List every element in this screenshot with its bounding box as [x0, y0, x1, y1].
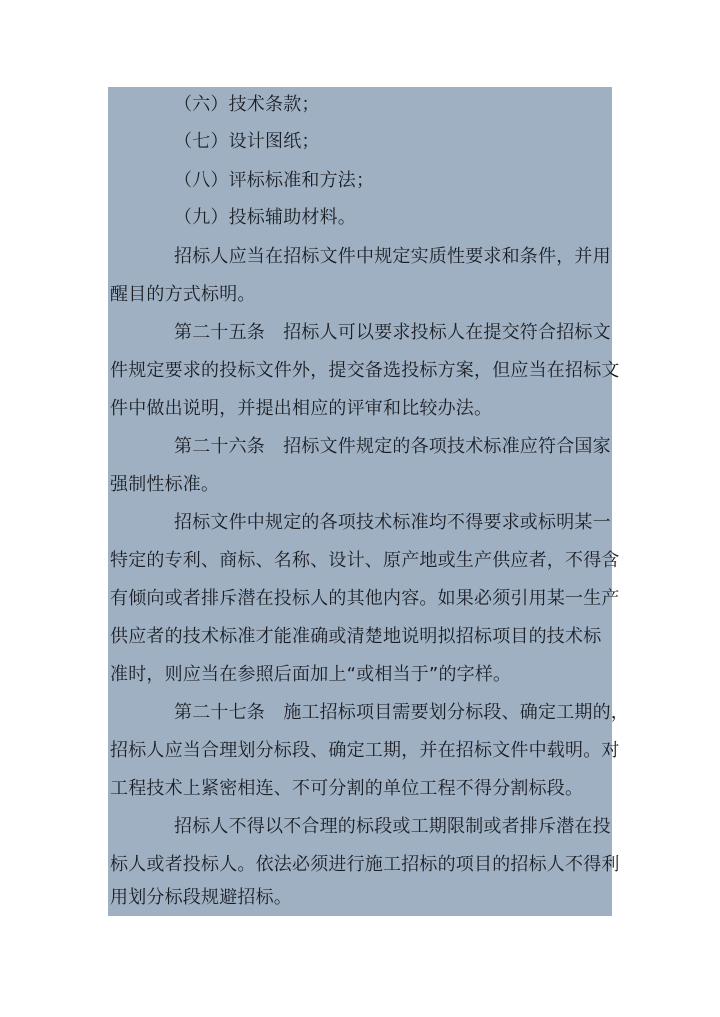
text-line: 第二十七条 施工招标项目需要划分标段、确定工期的，	[174, 702, 629, 723]
text-line: 招标人应当在招标文件中规定实质性要求和条件，并用	[174, 246, 611, 267]
text-line: 准时，则应当在参照后面加上“或相当于”的字样。	[110, 664, 512, 685]
text-line: （六）技术条款；	[174, 94, 320, 115]
text-line: 醒目的方式标明。	[110, 284, 256, 305]
text-line: 特定的专利、商标、名称、设计、原产地或生产供应者，不得含	[110, 550, 620, 571]
text-line: （九）投标辅助材料。	[174, 207, 356, 228]
text-line: 第二十五条 招标人可以要求投标人在提交符合招标文	[174, 322, 611, 343]
text-line: 工程技术上紧密相连、不可分割的单位工程不得分割标段。	[110, 778, 584, 799]
text-line: （八）评标标准和方法；	[174, 170, 375, 191]
text-line: 件规定要求的投标文件外，提交备选投标方案，但应当在招标文	[110, 360, 620, 381]
text-line: 供应者的技术标准才能准确或清楚地说明拟招标项目的技术标	[110, 626, 602, 647]
text-line: 件中做出说明，并提出相应的评审和比较办法。	[110, 398, 493, 419]
text-line: 招标人应当合理划分标段、确定工期，并在招标文件中载明。对	[110, 740, 620, 761]
text-line: 标人或者投标人。依法必须进行施工招标的项目的招标人不得利	[110, 854, 620, 875]
document-text-block	[108, 87, 629, 916]
text-line: 第二十六条 招标文件规定的各项技术标准应符合国家	[174, 436, 611, 457]
text-line: 有倾向或者排斥潜在投标人的其他内容。如果必须引用某一生产	[110, 588, 620, 609]
text-line: 招标人不得以不合理的标段或工期限制或者排斥潜在投	[174, 816, 611, 837]
text-line: （七）设计图纸；	[174, 131, 320, 152]
text-line: 强制性标准。	[110, 474, 220, 495]
text-line: 招标文件中规定的各项技术标准均不得要求或标明某一	[174, 512, 611, 533]
text-line: 用划分标段规避招标。	[110, 887, 292, 908]
